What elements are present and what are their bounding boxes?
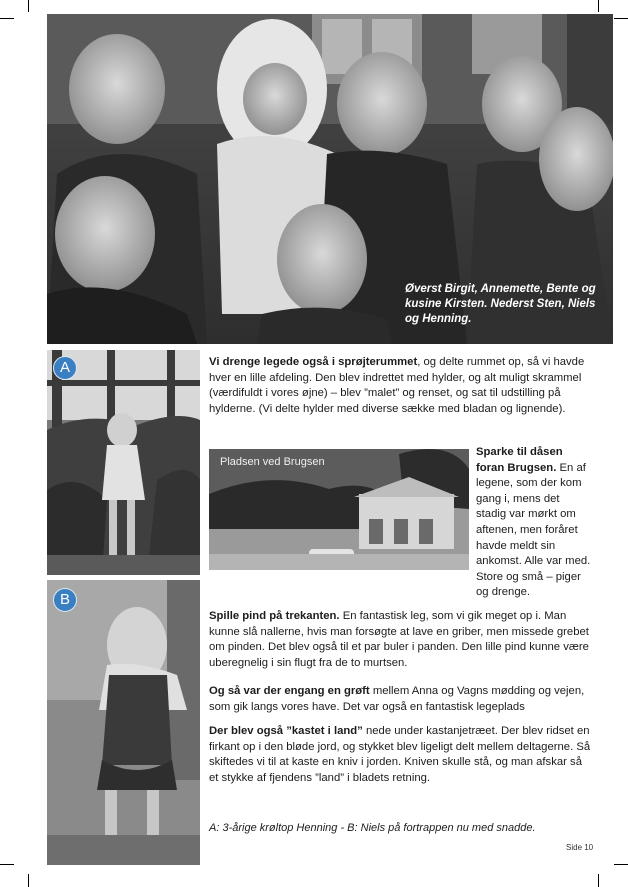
paragraph-heading: Sparke til dåsen foran Brugsen. [476, 446, 563, 474]
paragraph-heading: Der blev også ”kastet i land” [209, 725, 363, 737]
paragraph-kastet-i-land [209, 724, 594, 786]
crop-mark [0, 18, 14, 19]
paragraph-groeft [209, 684, 594, 715]
paragraph-heading: Og så var der engang en grøft [209, 685, 370, 697]
paragraph-text: nede under kastanjetræet. Der blev ridset en firkant op i den bløde jord, og stykket blev ligeligt delt mellem deltagerne. Så skiftedes vi til at kaste en kniv i jorden. Kniven skulle stå, og man afskar så et stykke af fjendens ”land” i bladets retning. [209, 725, 591, 784]
paragraph-pind-trekanten [209, 609, 594, 671]
paragraph-sparke-daasen [476, 445, 592, 601]
crop-mark [0, 864, 14, 865]
photo-b-badge: B [53, 588, 77, 612]
paragraph-text: En af legene, som der kom gang i, mens det stadig var mørkt om aftenen, men foråret havde meldt sin ankomst. Alle var med. Store og små – piger og drenge. [476, 461, 591, 599]
paragraph-text: En fantastisk leg, som vi gik meget op i. Man kunne slå nallerne, hvis man forsøgte at lave en griber, men missede grebet om pinden. Det blev også til et par buler i panden. Den lille pind kunne være uberegnelig i sin flugt fra de to murtsen. [209, 610, 589, 669]
paragraph-text: , og delte rummet op, så vi havde hver en lille afdeling. Den blev indrettet med hylder, og alt muligt skrammel (værdifuldt i vores øjne) – blev ”malet” og renset, og sat til udstilling på hylderne. (Vi delte hylder med diverse sække med bladan og lignende). [209, 356, 585, 415]
crop-mark [614, 864, 628, 865]
paragraph-heading: Spille pind på trekanten. [209, 610, 340, 622]
paragraph-sproejterum [209, 355, 594, 417]
crop-mark [598, 0, 599, 12]
street-photo-label: Pladsen ved Brugsen [220, 456, 325, 468]
crop-mark [614, 18, 628, 19]
page-number: Side 10 [566, 843, 594, 852]
crop-mark [28, 0, 29, 12]
photo-caption-ab: A: 3-årige krøltop Henning - B: Niels på fortrappen nu med snadde. [209, 822, 536, 834]
photo-a-badge: A [53, 356, 77, 380]
photo-a [47, 350, 200, 575]
crop-mark [598, 874, 599, 887]
group-photo-caption: Øverst Birgit, Annemette, Bente og kusine Kirsten. Nederst Sten, Niels og Henning. [405, 283, 596, 325]
crop-mark [28, 874, 29, 887]
photo-b [47, 580, 200, 865]
paragraph-text: mellem Anna og Vagns mødding og vejen, som gik langs vores have. Det var også en fantastisk legeplads [209, 685, 585, 713]
paragraph-heading: Vi drenge legede også i sprøjterummet [209, 356, 418, 368]
